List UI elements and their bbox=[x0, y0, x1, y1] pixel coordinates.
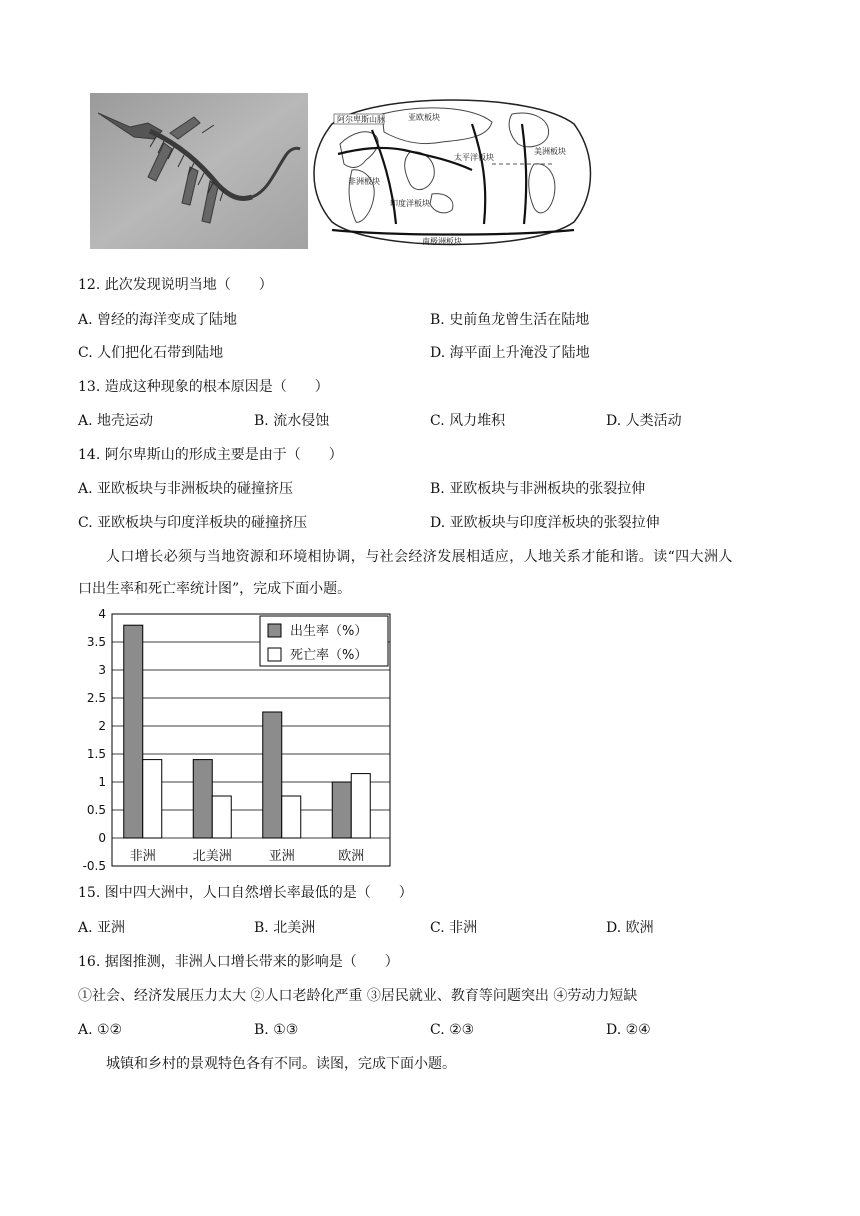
legend-label: 死亡率（%） bbox=[290, 648, 368, 663]
y-tick-label: 1 bbox=[98, 775, 106, 789]
passage-2: 城镇和乡村的景观特色各有不同。读图，完成下面小题。 bbox=[106, 1056, 456, 1072]
question-12-option-a: A. 曾经的海洋变成了陆地 bbox=[78, 312, 238, 328]
question-15-stem: 15. 图中四大洲中，人口自然增长率最低的是（ ） bbox=[78, 885, 413, 901]
map-label-antarctic: 南极洲板块 bbox=[422, 237, 462, 246]
question-12-stem: 12. 此次发现说明当地（ ） bbox=[78, 277, 273, 293]
category-label: 欧洲 bbox=[338, 849, 365, 864]
question-13-option-a: A. 地壳运动 bbox=[78, 413, 154, 429]
question-13-option-b: B. 流水侵蚀 bbox=[254, 413, 330, 429]
question-12-option-b: B. 史前鱼龙曾生活在陆地 bbox=[430, 312, 590, 328]
question-16-option-d: D. ②④ bbox=[606, 1022, 651, 1038]
map-label-africa: 非洲板块 bbox=[348, 177, 380, 186]
question-15-option-c: C. 非洲 bbox=[430, 920, 478, 936]
birth-rate-bar bbox=[332, 782, 351, 838]
map-label-pacific: 太平洋板块 bbox=[454, 153, 494, 162]
question-13-option-c: C. 风力堆积 bbox=[430, 413, 506, 429]
map-label-america: 美洲板块 bbox=[534, 147, 566, 156]
question-16-option-b: B. ①③ bbox=[254, 1022, 299, 1038]
fossil-photo bbox=[90, 93, 308, 249]
birth-rate-bar bbox=[263, 712, 282, 838]
y-tick-label: 0 bbox=[98, 831, 106, 845]
y-tick-label: 2 bbox=[98, 719, 106, 733]
category-label: 亚洲 bbox=[268, 849, 295, 864]
question-13-stem: 13. 造成这种现象的根本原因是（ ） bbox=[78, 379, 329, 395]
map-label-indian: 印度洋板块 bbox=[390, 199, 430, 208]
question-14-option-a: A. 亚欧板块与非洲板块的碰撞挤压 bbox=[78, 481, 294, 497]
legend-swatch bbox=[268, 624, 281, 637]
map-label-alps: 阿尔卑斯山脉 bbox=[337, 115, 385, 124]
map-label-eurasia: 亚欧板块 bbox=[408, 113, 440, 122]
legend-swatch bbox=[268, 648, 281, 661]
question-14-option-c: C. 亚欧板块与印度洋板块的碰撞挤压 bbox=[78, 515, 308, 531]
question-14-option-d: D. 亚欧板块与印度洋板块的张裂拉伸 bbox=[430, 515, 660, 531]
passage-1-line-2: 口出生率和死亡率统计图”，完成下面小题。 bbox=[78, 581, 352, 597]
question-14-stem: 14. 阿尔卑斯山的形成主要是由于（ ） bbox=[78, 447, 343, 463]
birth-rate-bar bbox=[124, 625, 143, 838]
death-rate-bar bbox=[143, 760, 162, 838]
y-tick-label: -0.5 bbox=[82, 859, 106, 873]
y-tick-label: 4 bbox=[98, 607, 106, 621]
death-rate-bar bbox=[212, 796, 231, 838]
y-tick-label: 3 bbox=[98, 663, 106, 677]
death-rate-bar bbox=[282, 796, 301, 838]
birth-rate-bar bbox=[193, 760, 212, 838]
question-16-option-c: C. ②③ bbox=[430, 1022, 475, 1038]
question-16-stem: 16. 据图推测，非洲人口增长带来的影响是（ ） bbox=[78, 954, 399, 970]
population-rate-chart bbox=[76, 605, 396, 875]
question-15-option-d: D. 欧洲 bbox=[606, 920, 654, 936]
legend-label: 出生率（%） bbox=[290, 624, 368, 639]
y-tick-label: 0.5 bbox=[86, 803, 106, 817]
y-tick-label: 3.5 bbox=[86, 635, 106, 649]
death-rate-bar bbox=[351, 774, 370, 838]
question-15-option-b: B. 北美洲 bbox=[254, 920, 316, 936]
world-plates-map bbox=[312, 84, 592, 256]
question-15-option-a: A. 亚洲 bbox=[78, 920, 126, 936]
question-12-option-c: C. 人们把化石带到陆地 bbox=[78, 345, 224, 361]
question-14-option-b: B. 亚欧板块与非洲板块的张裂拉伸 bbox=[430, 481, 646, 497]
question-16-items: ①社会、经济发展压力太大 ②人口老龄化严重 ③居民就业、教育等问题突出 ④劳动力短缺 bbox=[78, 988, 638, 1004]
passage-1-line-1: 人口增长必须与当地资源和环境相协调，与社会经济发展相适应，人地关系才能和谐。读“四大洲人 bbox=[106, 549, 733, 565]
y-tick-label: 2.5 bbox=[86, 691, 106, 705]
question-16-option-a: A. ①② bbox=[78, 1022, 123, 1038]
category-label: 北美洲 bbox=[192, 849, 232, 864]
question-12-option-d: D. 海平面上升淹没了陆地 bbox=[430, 345, 590, 361]
question-13-option-d: D. 人类活动 bbox=[606, 413, 682, 429]
category-label: 非洲 bbox=[129, 849, 156, 864]
y-tick-label: 1.5 bbox=[86, 747, 106, 761]
